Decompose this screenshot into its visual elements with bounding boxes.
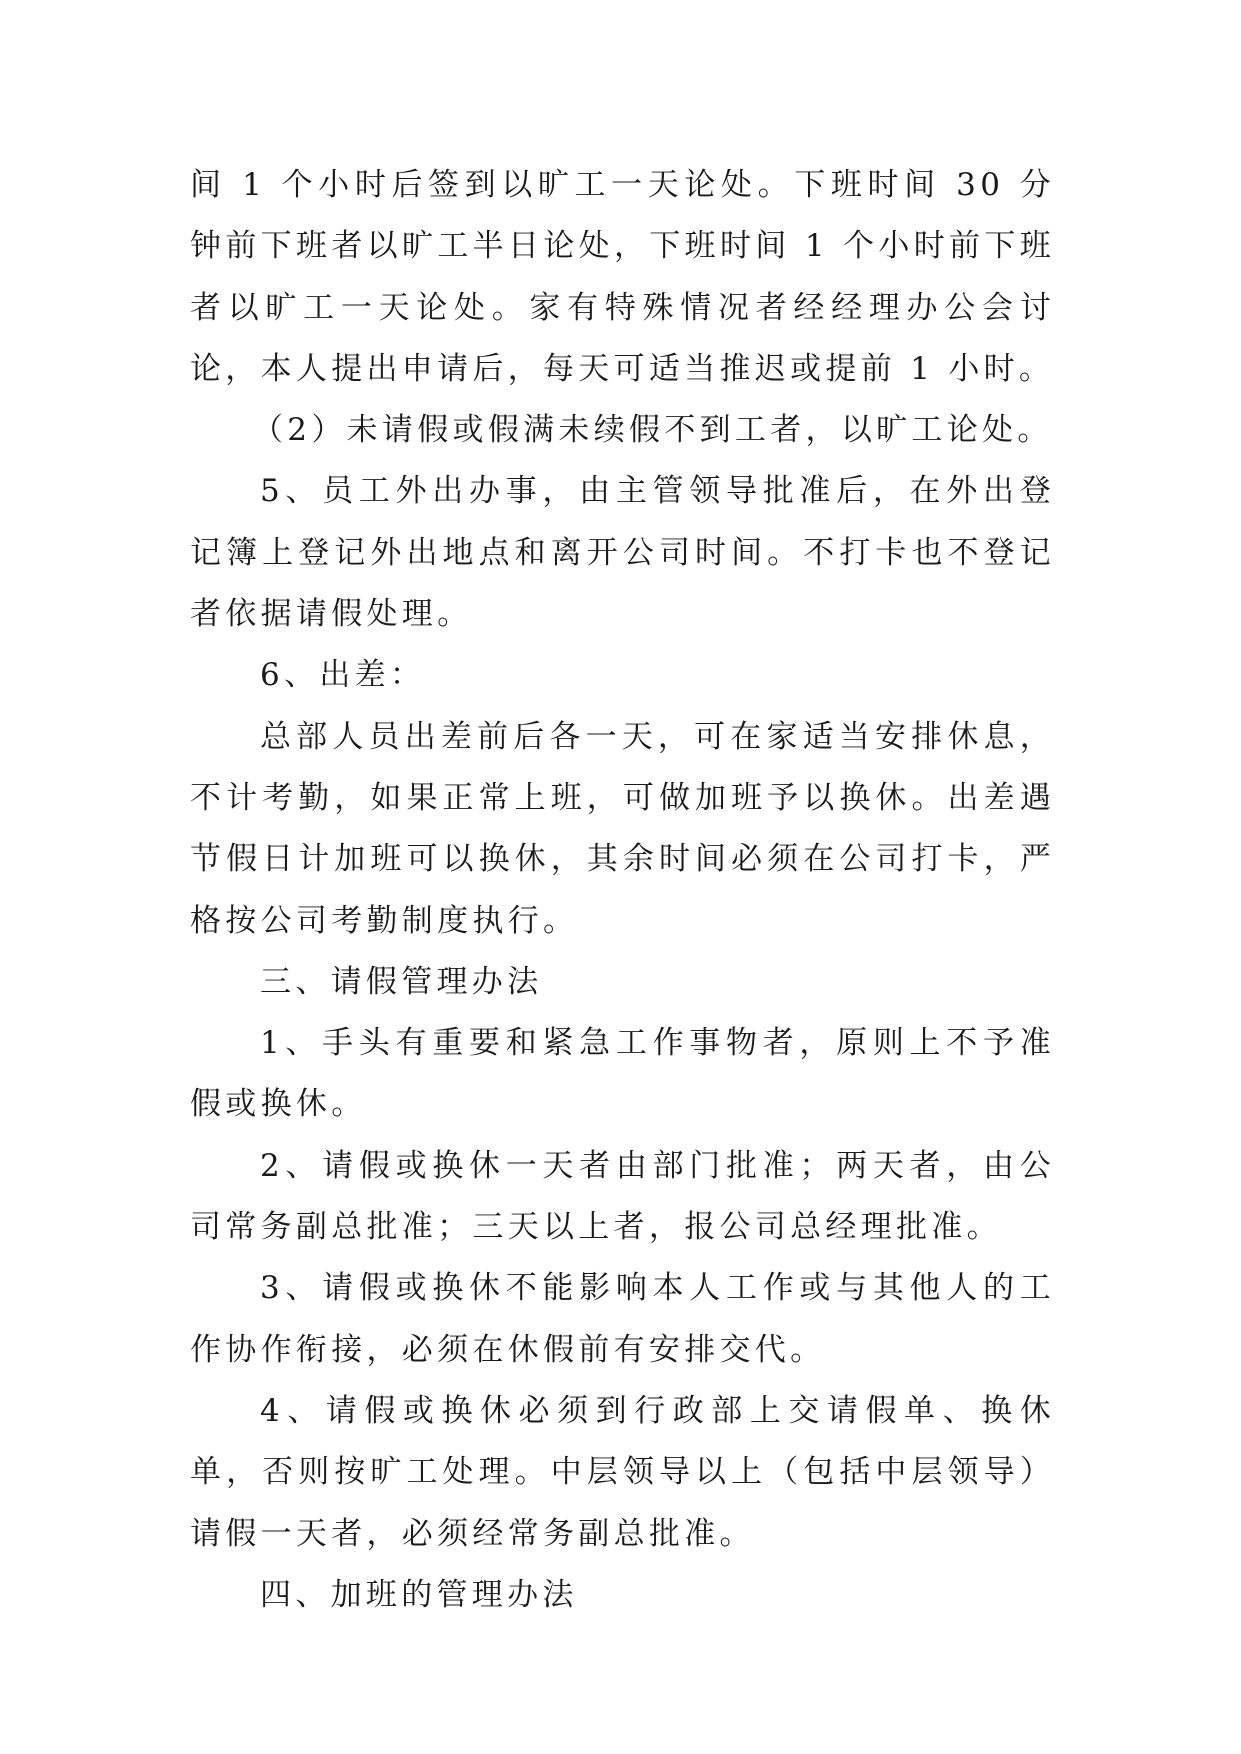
paragraph-going-out: 5、员工外出办事，由主管领导批准后，在外出登记簿上登记外出地点和离开公司时间。不打卡也不登记者依据请假处理。 [190,473,1055,633]
document-body [190,155,1055,1626]
paragraph-unapproved-absence: （2）未请假或假满未续假不到工者，以旷工论处。 [252,412,1053,449]
paragraph-leave-rule-2: 2、请假或换休一天者由部门批准；两天者，由公司常务副总批准；三天以上者，报公司总经理批准。 [190,1147,1055,1246]
paragraph-leave-rule-4: 4、请假或换休必须到行政部上交请假单、换休单，否则按旷工处理。中层领导以上（包括中层领导）请假一天者，必须经常务副总批准。 [190,1392,1055,1552]
paragraph-leave-rule-3: 3、请假或换休不能影响本人工作或与其他人的工作协作衔接，必须在休假前有安排交代。 [190,1270,1055,1368]
section-heading-leave-management: 三、请假管理办法 [260,963,543,1000]
paragraph-business-trip-heading: 6、出差： [260,657,426,694]
paragraph-business-trip-rules: 总部人员出差前后各一天，可在家适当安排休息，不计考勤，如果正常上班，可做加班予以换休。出差遇节假日计加班可以换休，其余时间必须在公司打卡，严格按公司考勤制度执行。 [190,718,1055,939]
paragraph-absence-rules: 间 1 个小时后签到以旷工一天论处。下班时间 30 分钟前下班者以旷工半日论处，下班时间 1 个小时前下班者以旷工一天论处。家有特殊情况者经经理办公会讨论，本人提出申请后，每天可适当推迟或提前 1 小时。 [190,167,1055,387]
paragraph-leave-rule-1: 1、手头有重要和紧急工作事物者，原则上不予准假或换休。 [190,1025,1055,1123]
section-heading-overtime-management: 四、加班的管理办法 [260,1576,578,1613]
